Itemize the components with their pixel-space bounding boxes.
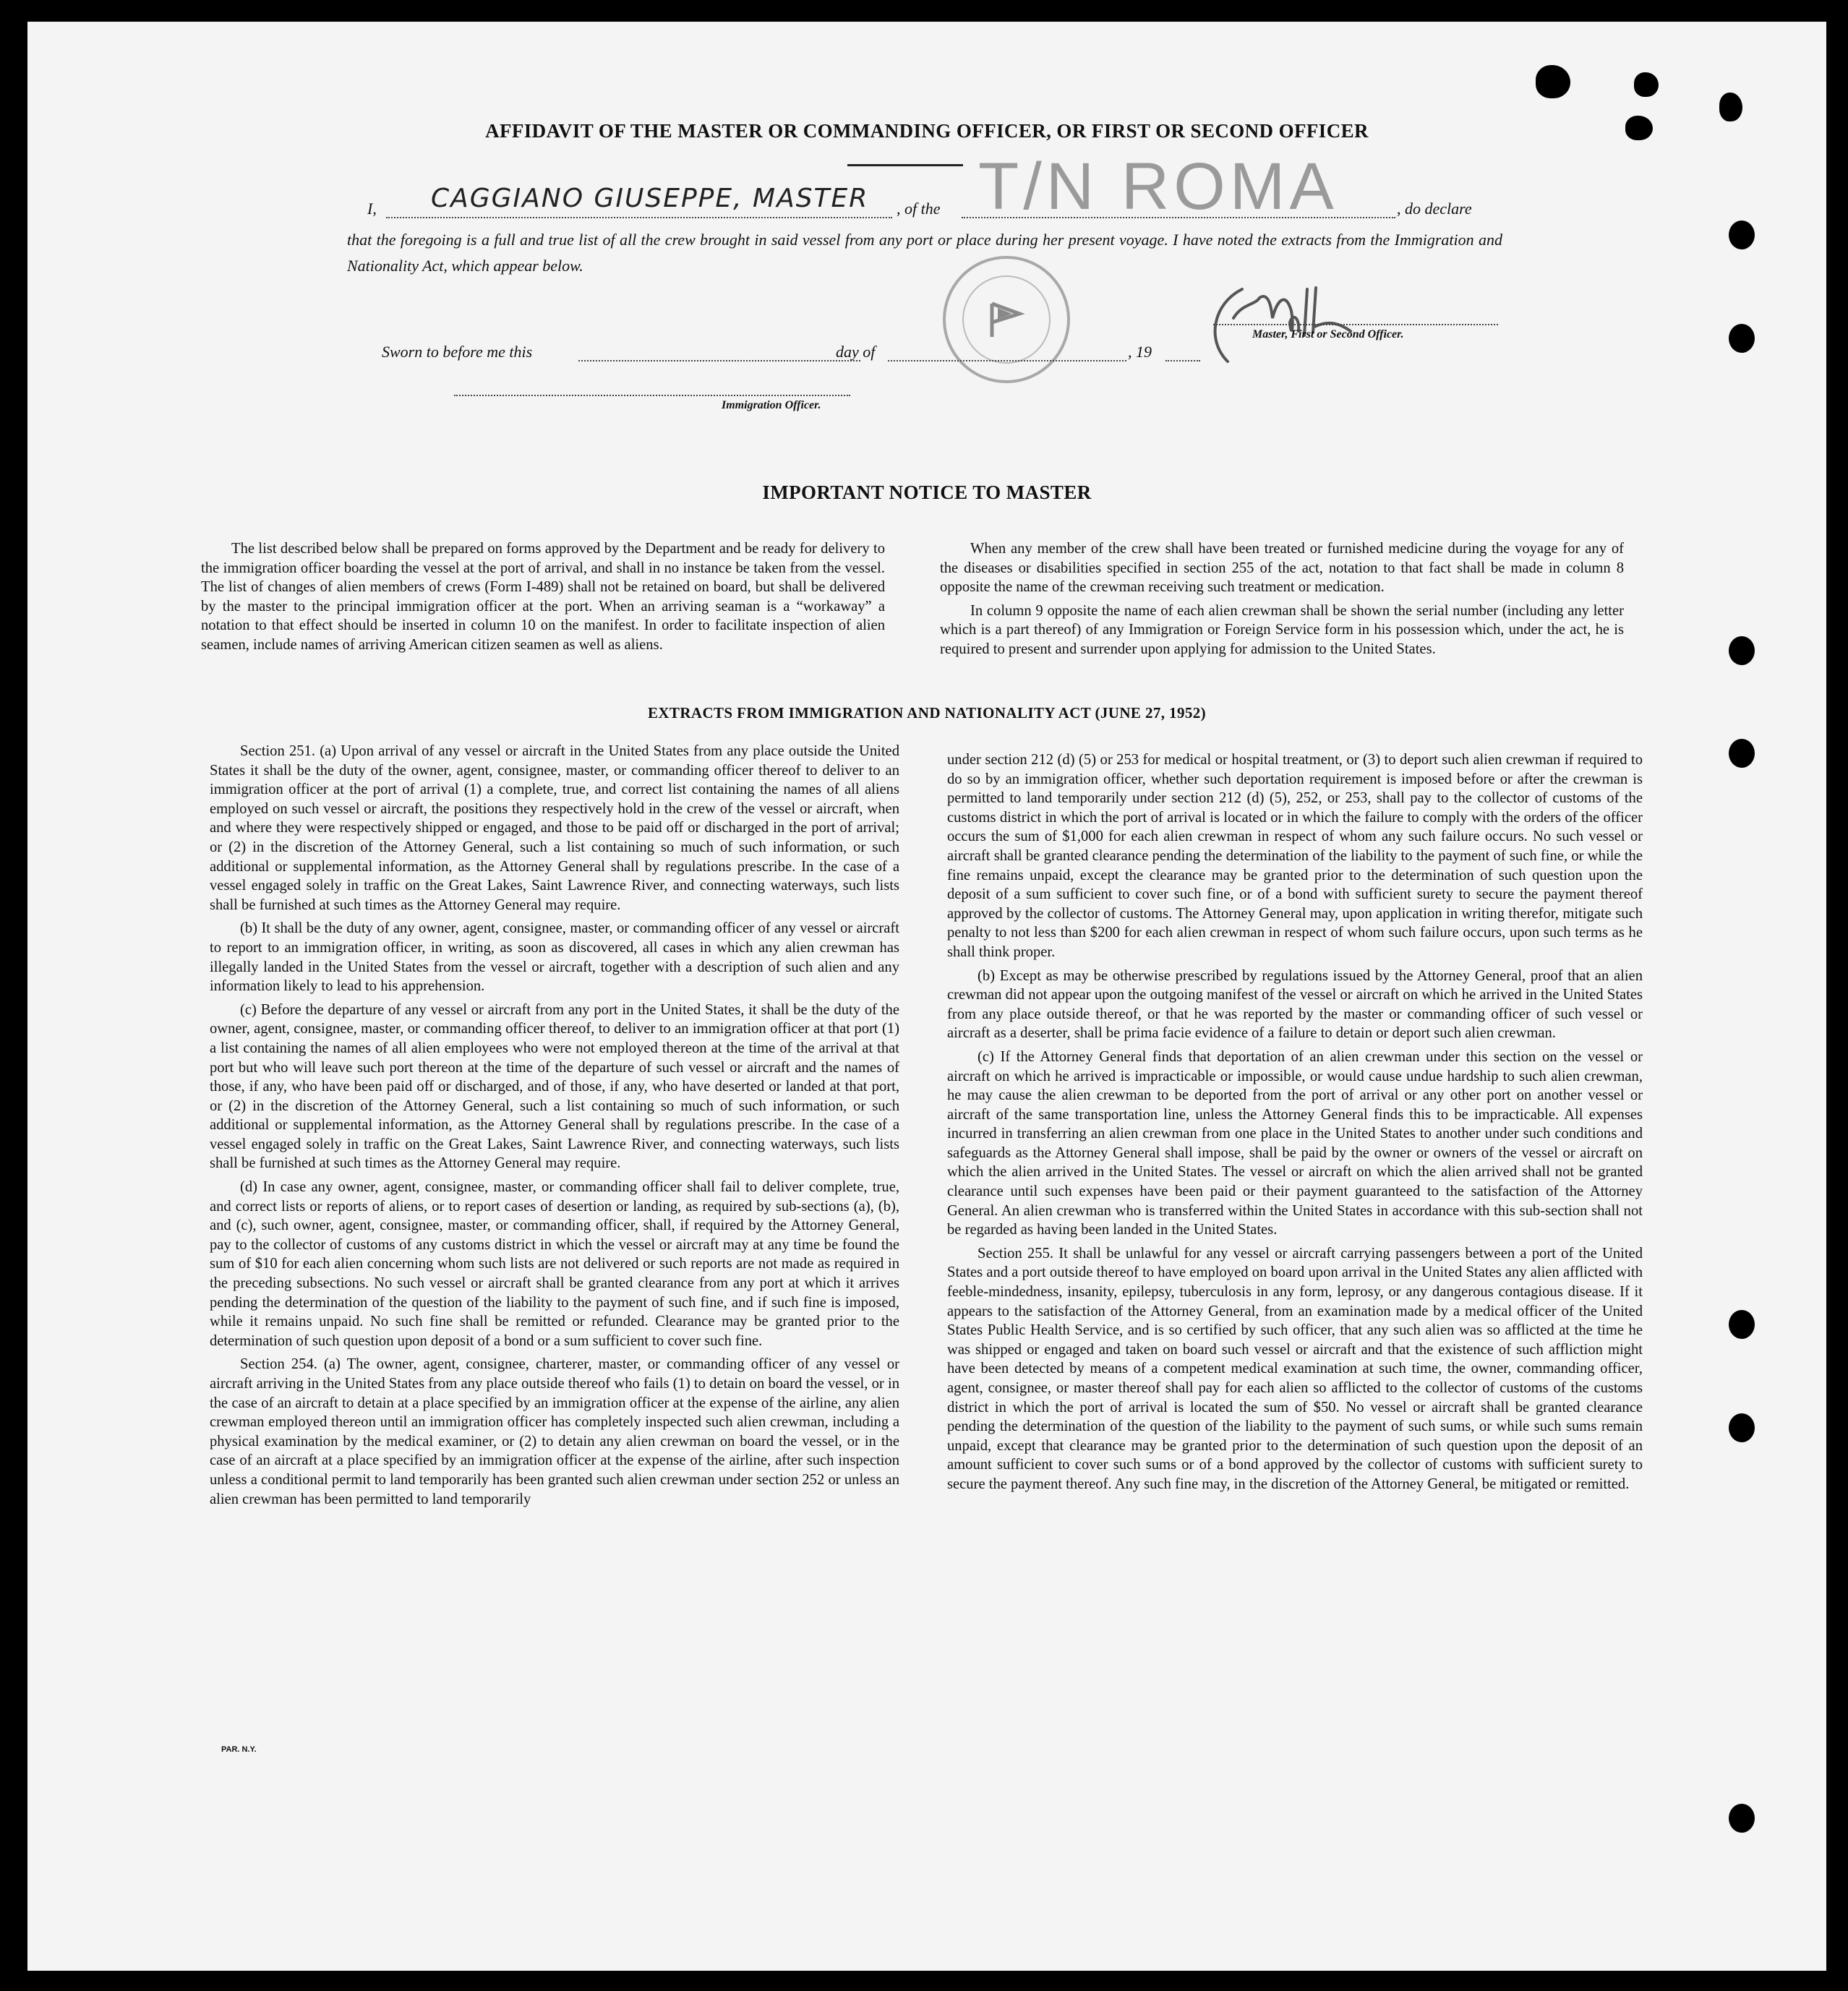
section-251a: Section 251. (a) Upon arrival of any vessel or aircraft in the United States from any place outside the United States it shall be the duty of the owner, agent, consignee, master, or commanding officer thereof to deliver to an immigration officer at the port of arrival (1) a complete, true, and correct list containing the names of all aliens employed on such vessel or aircraft, the positions they respectively hold in the crew of the vessel or aircraft, when and where they were respectively shipped or engaged, and those to be paid off or discharged in the port of arrival; or (2) in the discretion of the Attorney General, such a list containing so much of such information, or such additional or supplemental information, as the Attorney General shall by regulations prescribe. In the case of a vessel engaged solely in traffic on the Great Lakes, Saint Lawrence River, and connecting waterways, such lists shall be furnished at such times as the Attorney General may require. bbox=[210, 743, 899, 913]
section-255: Section 255. It shall be unlawful for any vessel or aircraft carrying passengers between a port of the United States and a port outside thereof to have employed on board upon arrival in the United States any alien afflicted with feeble-mindedness, insanity, epilepsy, tuberculosis in any form, leprosy, or any dangerous contagious disease. If it appears to the satisfaction of the Attorney General, from an examination made by a medical officer of the United States Public Health Service, and is so certified by such officer, that any such alien was so afflicted at the time he was shipped or engaged and taken on board such vessel or aircraft and that the existence of such affliction might have been detected by means of a competent medical examination at such time, the owner, commanding officer, agent, consignee, or master thereof shall pay for each alien so afflicted to the collector of customs of the customs district in which the port of arrival is located the sum of $50. No vessel or aircraft shall be granted clearance pending the determination of the question of the liability to the payment of such sums, or while such sums remain unpaid, except that clearance may be granted prior to the determination of such question upon the deposit of an amount sufficient to cover such sums or of a bond approved by the collector of customs with sufficient surety to secure the payment thereof. Any such fine may, in the discretion of the Attorney General, be mitigated or remitted. bbox=[947, 1245, 1643, 1492]
punch-hole bbox=[1729, 1804, 1755, 1833]
section-251d: (d) In case any owner, agent, consignee, master, or commanding officer shall fail to deliver complete, true, and correct lists or reports of aliens, or to report cases of desertion or landing, as required by sub-sections (a), (b), and (c), such owner, agent, consignee, master, or commanding officer, shall, if required by the Attorney General, pay to the collector of customs of any customs district in which the vessel or aircraft may at any time be found the sum of $10 for each alien concerning whom such lists are not delivered or such reports are not made as required in the preceding subsections. No such vessel or aircraft shall be granted clearance from any port at which it arrives pending the determination of the question of the liability to the payment of such fine, and if such fine is imposed, while it remains unpaid. No such fine shall be remitted or refunded. Clearance may be granted prior to the determination of such question upon deposit of a bond or a sum sufficient to cover such fine. bbox=[210, 1179, 899, 1349]
section-254a-cont: under section 212 (d) (5) or 253 for medical or hospital treatment, or (3) to deport such alien crewman if required to do so by an immigration officer, whether such deportation requirement is imposed before or after the crewman is permitted to land temporarily under section 212 (d) (5), 252, or 253, shall pay to the collector of customs of the customs district in which the port of arrival is located or in which the failure to comply with the orders of the officer occurs the sum of $1,000 for each alien crewman in respect of whom any such failure occurs. No such vessel or aircraft shall be granted clearance pending the determination of the liability to the payment of such fine, or while the fine remains unpaid, except the clearance may be granted prior to the determination of such question upon the deposit of a sum sufficient to cover such fine, or of a bond with sufficient surety to secure the payment thereof approved by the collector of customs. The Attorney General may, upon application in writing therefor, mitigate such penalty to not less than $200 for each alien crewman in respect of whom such failure occurs, upon such terms as he shall think proper. bbox=[947, 752, 1643, 960]
sworn-prefix: Sworn to before me this bbox=[382, 343, 533, 361]
officer-label: Immigration Officer. bbox=[722, 399, 821, 411]
ink-blot bbox=[1634, 72, 1659, 97]
punch-hole bbox=[1729, 324, 1755, 353]
extracts-right-column bbox=[947, 750, 1643, 1499]
ink-blot bbox=[1536, 65, 1570, 98]
punch-hole bbox=[1729, 1413, 1755, 1442]
punch-hole bbox=[1729, 739, 1755, 768]
declaration-text: that the foregoing is a full and true list of all the crew brought in said vessel from any port or place during her present voyage. I have noted the extracts from the Immigration and Nationality Act, which appear below. bbox=[347, 231, 1502, 275]
vessel-line bbox=[962, 217, 1395, 218]
section-254b: (b) Except as may be otherwise prescribed by regulations issued by the Attorney General, proof that an alien crewman did not appear upon the outgoing manifest of the vessel or aircraft on which he arrived in the United States from any place outside thereof, or that he was reported by the master or commanding officer of such vessel or aircraft as a deserter, shall be prima facie evidence of a failure to detain or deport such alien crewman. bbox=[947, 967, 1643, 1042]
affidavit-title: AFFIDAVIT OF THE MASTER OR COMMANDING OFFICER, OR FIRST OR SECOND OFFICER bbox=[485, 120, 1369, 142]
title-underline bbox=[847, 164, 963, 166]
officer-signature-line bbox=[454, 395, 850, 396]
punch-hole bbox=[1729, 636, 1755, 665]
ink-blot bbox=[1719, 93, 1742, 121]
notice-title: IMPORTANT NOTICE TO MASTER bbox=[762, 481, 1092, 503]
vessel-stamp: T/N ROMA bbox=[978, 150, 1338, 223]
signature-line bbox=[1213, 324, 1498, 325]
notice-left-paragraph: The list described below shall be prepared on forms approved by the Department and be ready for delivery to the immigration officer boarding the vessel at the port of arrival, and shall in no instance be taken from the vessel. The list of changes of alien members of crews (Form I-489) shall not be retained on board, but shall be delivered by the master to the principal immigration officer at the port. When an arriving seaman is a “workaway” a notation to that effect should be inserted in column 10 on the manifest. In order to facilitate inspection of alien seamen, include names of arriving American citizen seamen as well as aliens. bbox=[201, 541, 885, 653]
printer-mark: PAR. N.Y. bbox=[221, 1745, 257, 1754]
round-ship-stamp bbox=[934, 247, 1079, 392]
document-page bbox=[27, 22, 1826, 1971]
section-251c: (c) Before the departure of any vessel or aircraft from any port in the United States, it shall be the duty of the owner, agent, consignee, master, or commanding officer thereof, to deliver to an immigration officer at that port (1) a list containing the names of all alien employees who were not employed thereon at the time of the arrival at that port but who will leave such port thereon at the time of the departure of such vessel or aircraft and the names of those, if any, who have been paid off or discharged, and of those, if any, who have deserted or landed at that port, or (2) in the discretion of the Attorney General, such a list containing so much of such information, or such additional or supplemental information, as the Attorney General shall by regulations prescribe. In the case of a vessel engaged solely in traffic on the Great Lakes, Saint Lawrence River, and connecting waterways, such lists shall be furnished at such times as the Attorney General may require. bbox=[210, 1001, 899, 1172]
punch-hole bbox=[1729, 220, 1755, 249]
declarant-prefix: I, bbox=[367, 200, 377, 218]
of-the-label: , of the bbox=[897, 200, 941, 218]
sworn-day-line bbox=[578, 360, 860, 361]
section-254c: (c) If the Attorney General finds that deportation of an alien crewman under this section on the vessel or aircraft on which he arrived is impracticable or impossible, or would cause undue hardship to such alien crewman, he may cause the alien crewman to be deported from the port of arrival or any other port on another vessel or aircraft of the same transportation line, unless the Attorney General finds this to be impracticable. All expenses incurred in transferring an alien crewman from one place in the United States to another under such conditions and safeguards as the Attorney General shall impose, shall be paid by the owner or owners of the vessel or aircraft on which the alien arrived in the United States. The vessel or aircraft on which the alien arrived shall not be granted clearance until such expenses have been paid or their payment guaranteed to the satisfaction of the Attorney General. An alien crewman who is transferred within the United States in accordance with this sub-section shall not be regarded as having been landed in the United States. bbox=[947, 1048, 1643, 1238]
extracts-title: EXTRACTS FROM IMMIGRATION AND NATIONALITY ACT (JUNE 27, 1952) bbox=[647, 704, 1207, 722]
section-254a: Section 254. (a) The owner, agent, consignee, charterer, master, or commanding officer of any vessel or aircraft arriving in the United States from any place outside thereof who fails (1) to detain on board the vessel, or in the case of an aircraft to detain at a place specified by an immigration officer at the expense of the airline, any alien crewman employed thereon until an immigration officer has completely inspected such alien crewman, including a physical examination by the medical examiner, or (2) to detain any alien crewman on board the vessel, or in the case of an aircraft at a place specified by an immigration officer at the expense of the airline, after such inspection unless a conditional permit to land temporarily has been granted such alien crewman under section 252 or unless an alien crewman has been permitted to land temporarily bbox=[210, 1356, 899, 1507]
signature-label: Master, First or Second Officer. bbox=[1252, 328, 1404, 341]
name-line bbox=[386, 217, 892, 218]
notice-right-column bbox=[940, 539, 1624, 664]
section-251b: (b) It shall be the duty of any owner, agent, consignee, master, or commanding officer of any vessel or aircraft to report to an immigration officer, in writing, as soon as discovered, all cases in which any alien crewman has illegally landed in the United States from the vessel or aircraft, together with a description of such alien and any information likely to lead to his apprehension. bbox=[210, 920, 899, 995]
year-prefix: , 19 bbox=[1128, 343, 1152, 361]
punch-hole bbox=[1729, 1310, 1755, 1339]
master-name-handwritten: CAGGIANO GIUSEPPE, MASTER bbox=[431, 184, 869, 213]
do-declare-label: , do declare bbox=[1397, 200, 1472, 218]
sworn-month-line bbox=[888, 360, 1126, 361]
notice-right-paragraph-1: When any member of the crew shall have been treated or furnished medicine during the voyage for any of the diseases or disabilities specified in section 255 of the act, notation to that fact shall be made in column 8 opposite the name of the crewman receiving such treatment or medication. bbox=[940, 541, 1624, 596]
day-of-label: day of bbox=[836, 343, 876, 361]
notice-right-paragraph-2: In column 9 opposite the name of each alien crewman shall be shown the serial number (including any letter which is a part thereof) of any Immigration or Foreign Service form in his possession which, under the act, he is required to present and surrender upon applying for admission to the United States. bbox=[940, 602, 1624, 657]
sworn-year-line bbox=[1165, 360, 1200, 361]
notice-left-column bbox=[201, 539, 885, 659]
extracts-left-column bbox=[210, 742, 899, 1513]
